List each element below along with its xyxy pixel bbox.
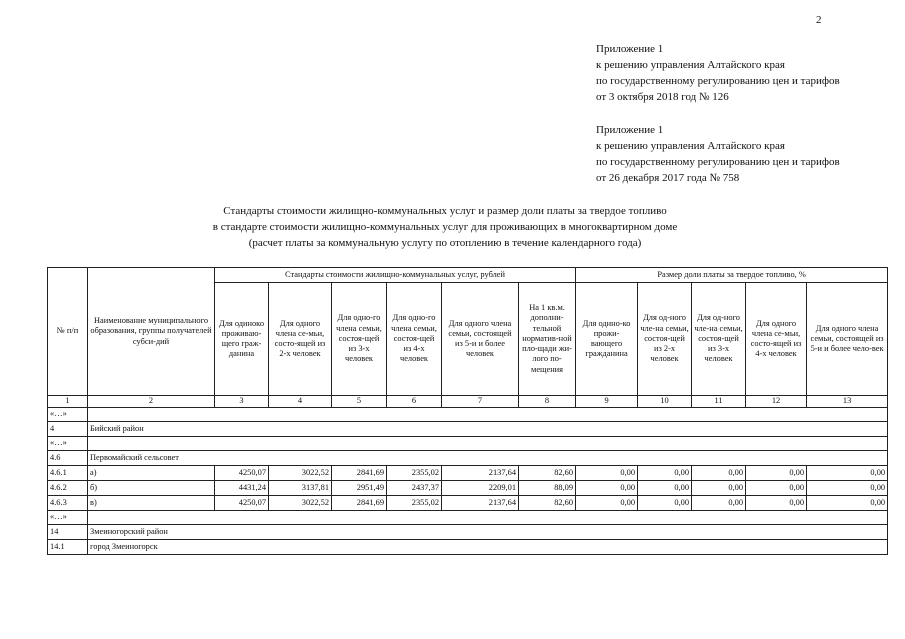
row-value: 0,00	[807, 496, 888, 511]
row-value: 0,00	[638, 481, 692, 496]
row-value: 4250,07	[215, 466, 269, 481]
row-value: 0,00	[807, 466, 888, 481]
header-sub-col-8: На 1 кв.м. дополни-тельной норматив-ной пло-щади жи-лого по-мещения	[519, 283, 576, 396]
column-number-cell: 10	[638, 396, 692, 408]
row-code: 14	[48, 525, 88, 540]
table-row	[48, 481, 888, 496]
row-value: 3022,52	[269, 466, 332, 481]
column-number-cell: 5	[332, 396, 387, 408]
row-code: 4.6.1	[48, 466, 88, 481]
row-value: 0,00	[576, 466, 638, 481]
row-blank	[88, 511, 888, 525]
table-row-ellipsis	[48, 511, 888, 525]
column-number-cell: 7	[442, 396, 519, 408]
column-number-cell: 1	[48, 396, 88, 408]
row-value: 0,00	[807, 481, 888, 496]
standards-table	[47, 267, 888, 555]
column-number-cell: 6	[387, 396, 442, 408]
row-value: 0,00	[638, 466, 692, 481]
row-value: 4250,07	[215, 496, 269, 511]
header-num: № п/п	[48, 268, 88, 396]
table-row	[48, 466, 888, 481]
header-sub-col-4: Для одного члена се-мьи, состо-ящей из 2-х человек	[269, 283, 332, 396]
table-row-ellipsis	[48, 408, 888, 422]
row-value: 0,00	[638, 496, 692, 511]
row-blank	[88, 437, 888, 451]
column-number-cell: 3	[215, 396, 269, 408]
row-value: 0,00	[746, 496, 807, 511]
row-name: а)	[88, 466, 215, 481]
row-value: 88,09	[519, 481, 576, 496]
row-name: Змеиногорский район	[88, 525, 888, 540]
row-value: 2137,64	[442, 496, 519, 511]
row-value: 2355,02	[387, 466, 442, 481]
header-name: Наименование муниципального образования, группы получателей субси-дий	[88, 268, 215, 396]
document-title	[150, 203, 740, 251]
appendix-line: Приложение 1	[596, 124, 664, 136]
row-value: 2355,02	[387, 496, 442, 511]
header-sub-col-3: Для одиноко проживаю-щего граж-данина	[215, 283, 269, 396]
header-sub-col-13: Для одного члена семьи, состоящей из 5-и и более чело-век	[807, 283, 888, 396]
row-value: 2137,64	[442, 466, 519, 481]
title-line: (расчет платы за коммунальную услугу по отоплению в течение календарного года)	[248, 237, 642, 249]
row-value: 0,00	[692, 466, 746, 481]
row-code: «…»	[48, 511, 88, 525]
appendix-line: Приложение 1	[596, 43, 664, 55]
row-value: 2209,01	[442, 481, 519, 496]
appendix-line: к решению управления Алтайского края	[596, 59, 785, 71]
row-value: 2841,69	[332, 466, 387, 481]
row-value: 0,00	[692, 481, 746, 496]
column-number-cell: 8	[519, 396, 576, 408]
column-number-cell: 9	[576, 396, 638, 408]
appendix-note-1	[596, 41, 840, 105]
row-code: «…»	[48, 437, 88, 451]
row-name: Первомайский сельсовет	[88, 451, 888, 466]
row-value: 82,60	[519, 496, 576, 511]
row-value: 0,00	[746, 466, 807, 481]
row-value: 0,00	[692, 496, 746, 511]
appendix-line: от 3 октября 2018 год № 126	[596, 91, 729, 103]
row-value: 0,00	[746, 481, 807, 496]
row-name: в)	[88, 496, 215, 511]
title-line: Стандарты стоимости жилищно-коммунальных услуг и размер доли платы за твердое топливо	[223, 205, 667, 217]
table-row	[48, 496, 888, 511]
row-value: 3022,52	[269, 496, 332, 511]
table-row-section	[48, 451, 888, 466]
column-number-cell: 12	[746, 396, 807, 408]
appendix-note-2	[596, 122, 840, 186]
appendix-line: по государственному регулированию цен и тарифов	[596, 75, 840, 87]
column-number-cell: 2	[88, 396, 215, 408]
row-value: 2841,69	[332, 496, 387, 511]
title-line: в стандарте стоимости жилищно-коммунальных услуг для проживающих в многоквартирном доме	[212, 221, 678, 233]
row-value: 0,00	[576, 481, 638, 496]
row-code: 4.6.3	[48, 496, 88, 511]
table-row-ellipsis	[48, 437, 888, 451]
row-code: «…»	[48, 408, 88, 422]
column-number-cell: 4	[269, 396, 332, 408]
row-value: 82,60	[519, 466, 576, 481]
header-group-standards: Стандарты стоимости жилищно-коммунальных услуг, рублей	[215, 268, 576, 283]
row-value: 4431,24	[215, 481, 269, 496]
row-value: 2437,37	[387, 481, 442, 496]
row-name: Бийский район	[88, 422, 888, 437]
header-sub-col-10: Для од-ного чле-на семьи, состоя-щей из 2-х человек	[638, 283, 692, 396]
row-code: 14.1	[48, 540, 88, 555]
column-number-cell: 13	[807, 396, 888, 408]
row-code: 4	[48, 422, 88, 437]
table-row-section	[48, 422, 888, 437]
row-name: б)	[88, 481, 215, 496]
row-code: 4.6.2	[48, 481, 88, 496]
column-number-cell: 11	[692, 396, 746, 408]
row-name: город Змеиногорск	[88, 540, 888, 555]
appendix-line: по государственному регулированию цен и тарифов	[596, 156, 840, 168]
row-code: 4.6	[48, 451, 88, 466]
table-row-section	[48, 525, 888, 540]
header-group-fuel: Размер доли платы за твердое топливо, %	[576, 268, 888, 283]
row-value: 0,00	[576, 496, 638, 511]
header-sub-col-12: Для одного члена се-мьи, состо-ящей из 4-х человек	[746, 283, 807, 396]
page-number: 2	[816, 14, 822, 26]
row-blank	[88, 408, 888, 422]
table-row-section	[48, 540, 888, 555]
header-sub-col-9: Для одино-ко прожи-вающего гражданина	[576, 283, 638, 396]
header-sub-col-11: Для од-ного чле-на семьи, состоя-щей из 3-х человек	[692, 283, 746, 396]
column-number-row	[48, 396, 888, 408]
header-sub-col-7: Для одного члена семьи, состоящей из 5-и и более человек	[442, 283, 519, 396]
appendix-line: к решению управления Алтайского края	[596, 140, 785, 152]
row-value: 2951,49	[332, 481, 387, 496]
row-value: 3137,81	[269, 481, 332, 496]
header-sub-col-5: Для одно-го члена семьи, состоя-щей из 3-х человек	[332, 283, 387, 396]
appendix-line: от 26 декабря 2017 года № 758	[596, 172, 740, 184]
header-sub-col-6: Для одно-го члена семьи, состоя-щей из 4-х человек	[387, 283, 442, 396]
